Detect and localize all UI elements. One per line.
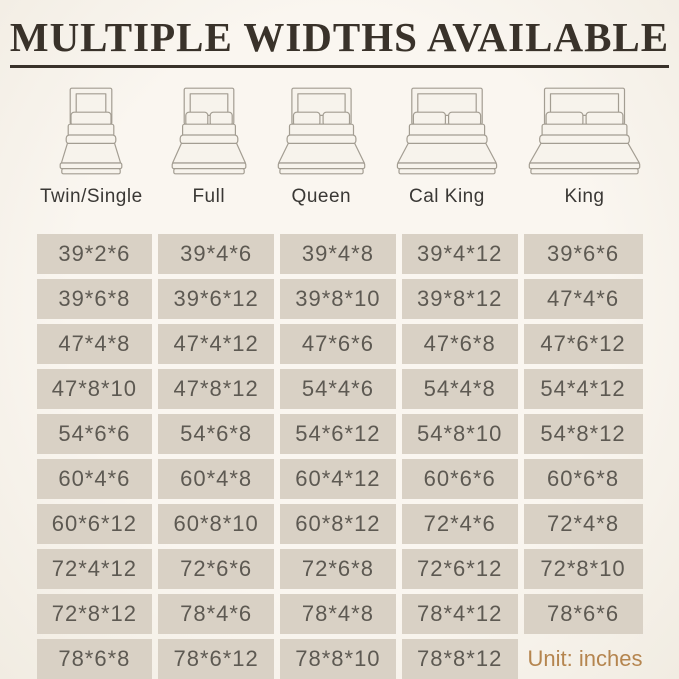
bed-illustration-queen bbox=[275, 85, 368, 208]
bed-illustration-cal-king bbox=[394, 85, 500, 208]
bed-label-king: King bbox=[564, 186, 605, 208]
size-cell: 47*6*12 bbox=[524, 324, 643, 364]
size-cell: 54*4*12 bbox=[524, 369, 643, 409]
bed-full-icon bbox=[169, 85, 249, 177]
size-cell: 47*4*12 bbox=[158, 324, 274, 364]
size-cell: 78*8*12 bbox=[402, 639, 518, 679]
bed-illustration-full bbox=[169, 85, 249, 208]
size-cell: 60*4*8 bbox=[158, 459, 274, 499]
size-cell: 60*8*10 bbox=[158, 504, 274, 544]
size-cell: 72*6*6 bbox=[158, 549, 274, 589]
size-cell: 54*4*8 bbox=[402, 369, 518, 409]
size-cell: 60*4*12 bbox=[280, 459, 396, 499]
size-cell: 39*4*6 bbox=[158, 234, 274, 274]
size-cell: 47*4*8 bbox=[37, 324, 153, 364]
size-cell: 54*8*12 bbox=[524, 414, 643, 454]
size-cell: 78*4*8 bbox=[280, 594, 396, 634]
size-cell: 39*8*12 bbox=[402, 279, 518, 319]
size-cell: 60*6*8 bbox=[524, 459, 643, 499]
size-cell: 39*4*8 bbox=[280, 234, 396, 274]
size-cell: 39*6*6 bbox=[524, 234, 643, 274]
size-cell: 39*6*8 bbox=[37, 279, 153, 319]
size-cell: 78*6*12 bbox=[158, 639, 274, 679]
bed-queen-icon bbox=[275, 85, 368, 177]
size-cell: 39*6*12 bbox=[158, 279, 274, 319]
size-cell: 39*8*10 bbox=[280, 279, 396, 319]
bed-twin-single-icon bbox=[55, 85, 127, 177]
bed-label-cal-king: Cal King bbox=[408, 186, 485, 208]
page-title: MULTIPLE WIDTHS AVAILABLE bbox=[10, 16, 669, 68]
size-cell: 78*4*12 bbox=[402, 594, 518, 634]
size-cell: 54*6*8 bbox=[158, 414, 274, 454]
bed-cal-king-icon bbox=[394, 85, 500, 177]
bed-illustration-king bbox=[526, 85, 643, 208]
size-cell: 78*8*10 bbox=[280, 639, 396, 679]
size-cell: 78*4*6 bbox=[158, 594, 274, 634]
size-cell: 78*6*6 bbox=[524, 594, 643, 634]
size-cell: 72*6*12 bbox=[402, 549, 518, 589]
size-cell: 60*8*12 bbox=[280, 504, 396, 544]
size-cell: 47*4*6 bbox=[524, 279, 643, 319]
size-cell: 72*4*8 bbox=[524, 504, 643, 544]
size-cell: 54*4*6 bbox=[280, 369, 396, 409]
bed-label-full: Full bbox=[192, 186, 226, 208]
size-cell: 72*8*12 bbox=[37, 594, 153, 634]
size-cell: 39*4*12 bbox=[402, 234, 518, 274]
size-cell: 72*4*6 bbox=[402, 504, 518, 544]
bed-type-row bbox=[0, 84, 679, 208]
size-cell: 72*4*12 bbox=[37, 549, 153, 589]
size-cell: 54*6*6 bbox=[37, 414, 153, 454]
unit-label: Unit: inches bbox=[527, 646, 643, 672]
size-cell: 78*6*8 bbox=[37, 639, 153, 679]
size-cell: 47*8*10 bbox=[37, 369, 153, 409]
size-cell: 47*6*8 bbox=[402, 324, 518, 364]
size-cell: 60*6*6 bbox=[402, 459, 518, 499]
bed-label-twin-single: Twin/Single bbox=[40, 186, 143, 208]
size-cell: 72*8*10 bbox=[524, 549, 643, 589]
bed-king-icon bbox=[526, 85, 643, 177]
size-cell: 54*6*12 bbox=[280, 414, 396, 454]
size-cell: 60*6*12 bbox=[37, 504, 153, 544]
size-cell: 47*8*12 bbox=[158, 369, 274, 409]
header bbox=[0, 16, 679, 68]
size-cell: 54*8*10 bbox=[402, 414, 518, 454]
size-cell: 39*2*6 bbox=[37, 234, 153, 274]
size-cell: 60*4*6 bbox=[37, 459, 153, 499]
size-grid bbox=[37, 234, 643, 679]
size-cell: 47*6*6 bbox=[280, 324, 396, 364]
size-cell: 72*6*8 bbox=[280, 549, 396, 589]
bed-label-queen: Queen bbox=[291, 186, 352, 208]
bed-illustration-twin-single bbox=[40, 85, 143, 208]
